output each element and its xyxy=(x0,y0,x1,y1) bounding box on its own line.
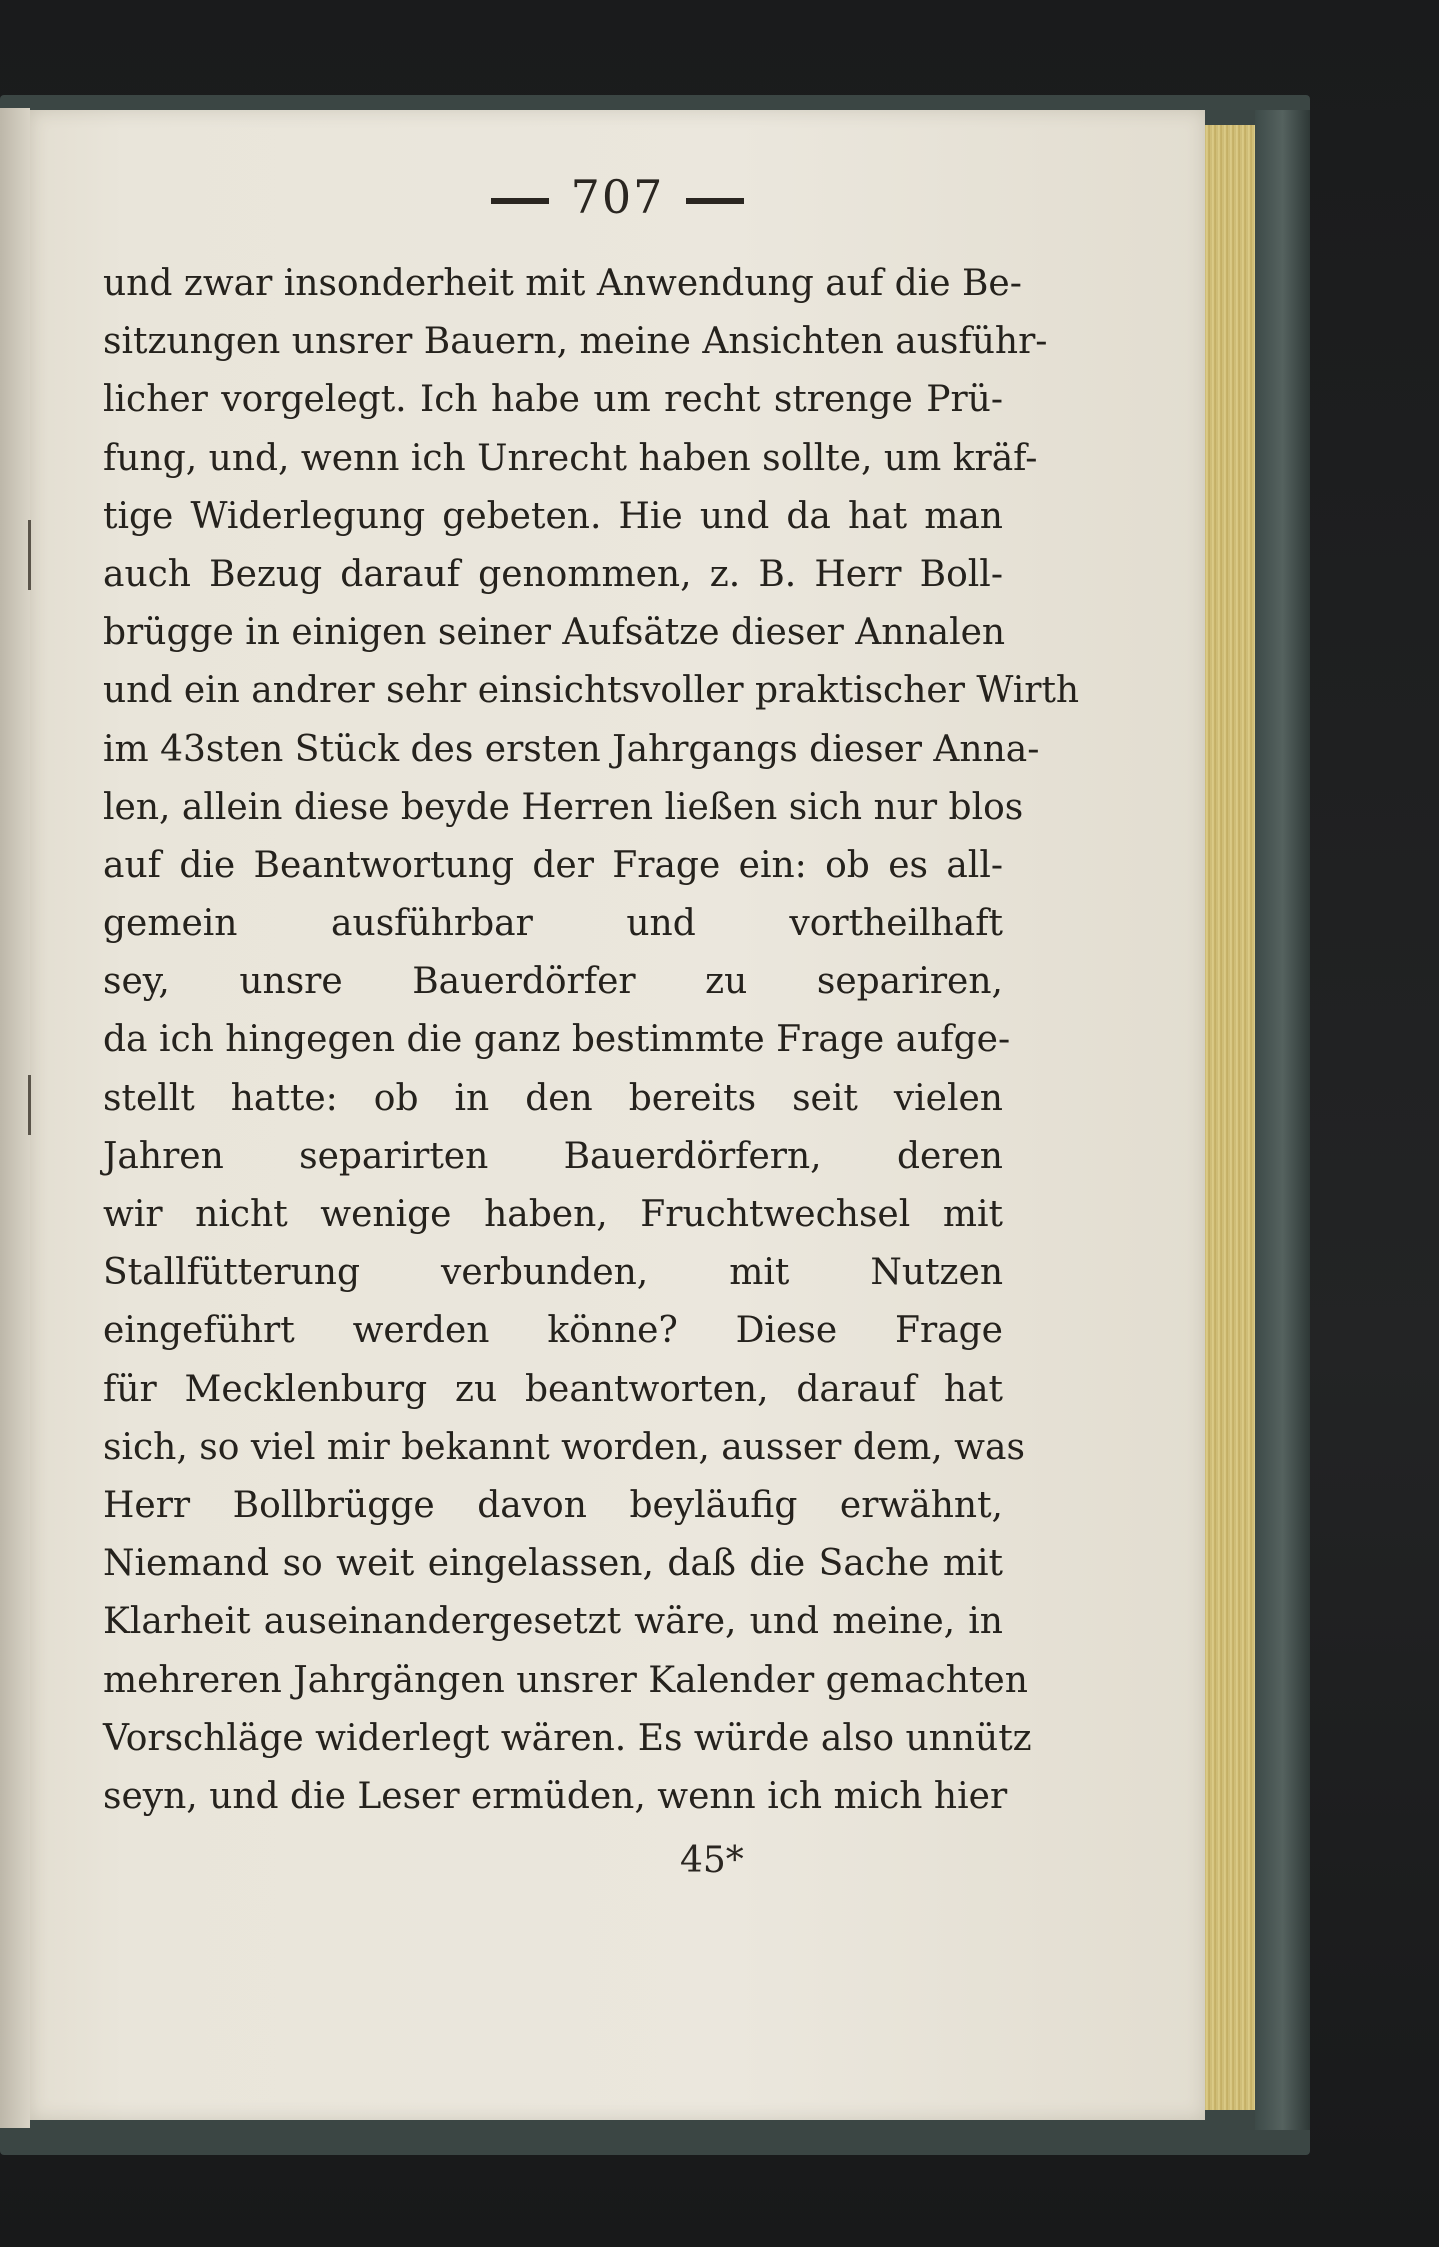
header-dash-left xyxy=(491,198,549,204)
text-line: seyn, und die Leser ermüden, wenn ich mich hier xyxy=(103,1775,1008,1817)
text-line: Klarheit auseinandergesetzt wäre, und meine, in xyxy=(103,1601,1003,1643)
book-spine-edge xyxy=(1255,110,1310,2130)
text-line: Herr Bollbrügge davon beyläufig erwähnt, xyxy=(103,1484,1003,1526)
facing-page-edge xyxy=(0,108,30,2128)
text-line: und zwar insonderheit mit Anwendung auf die Be- xyxy=(103,263,1022,304)
text-line: licher vorgelegt. Ich habe um recht strenge Prü- xyxy=(103,379,1003,421)
text-line: stellt hatte: ob in den bereits seit vielen xyxy=(103,1077,1003,1119)
text-line: Jahren separirten Bauerdörfern, deren xyxy=(103,1135,1003,1177)
text-line: sich, so viel mir bekannt worden, ausser dem, was xyxy=(103,1426,1025,1468)
text-line: sey, unsre Bauerdörfer zu separiren, xyxy=(103,961,1003,1003)
signature-mark: 45* xyxy=(680,1840,744,1881)
text-line: Vorschläge widerlegt wären. Es würde also unnütz xyxy=(103,1717,1032,1759)
margin-mark xyxy=(28,520,31,590)
text-line: len, allein diese beyde Herren ließen sich nur blos xyxy=(103,786,1024,828)
text-line: tige Widerlegung gebeten. Hie und da hat man xyxy=(103,495,1003,537)
text-line: im 43sten Stück des ersten Jahrgangs dieser Anna- xyxy=(103,728,1040,770)
text-line: und ein andrer sehr einsichtsvoller praktischer Wirth xyxy=(103,670,1080,712)
text-line: brügge in einigen seiner Aufsätze dieser Annalen xyxy=(103,612,1006,654)
text-line: Stallfütterung verbunden, mit Nutzen xyxy=(103,1252,1003,1294)
header-dash-right xyxy=(686,198,744,204)
text-line: mehreren Jahrgängen unsrer Kalender gemachten xyxy=(103,1659,1028,1701)
text-line: sitzungen unsrer Bauern, meine Ansichten ausführ- xyxy=(103,321,1048,363)
text-line: gemein ausführbar und vortheilhaft xyxy=(103,903,1003,945)
text-line: für Mecklenburg zu beantworten, darauf hat xyxy=(103,1368,1003,1410)
page-block-edges xyxy=(1205,125,1255,2110)
text-line: Niemand so weit eingelassen, daß die Sache mit xyxy=(103,1543,1003,1585)
text-line: da ich hingegen die ganz bestimmte Frage aufge- xyxy=(103,1019,1011,1061)
margin-mark xyxy=(28,1075,31,1135)
running-header xyxy=(30,170,1205,224)
text-line: fung, und, wenn ich Unrecht haben sollte, um kräf- xyxy=(103,437,1038,479)
page-number: 707 xyxy=(570,170,665,224)
text-line: eingeführt werden könne? Diese Frage xyxy=(103,1310,1003,1352)
body-text xyxy=(103,255,1080,1826)
text-line: wir nicht wenige haben, Fruchtwechsel mit xyxy=(103,1194,1003,1235)
text-line: auch Bezug darauf genommen, z. B. Herr Boll- xyxy=(103,553,1003,595)
text-line: auf die Beantwortung der Frage ein: ob es all- xyxy=(103,844,1003,886)
